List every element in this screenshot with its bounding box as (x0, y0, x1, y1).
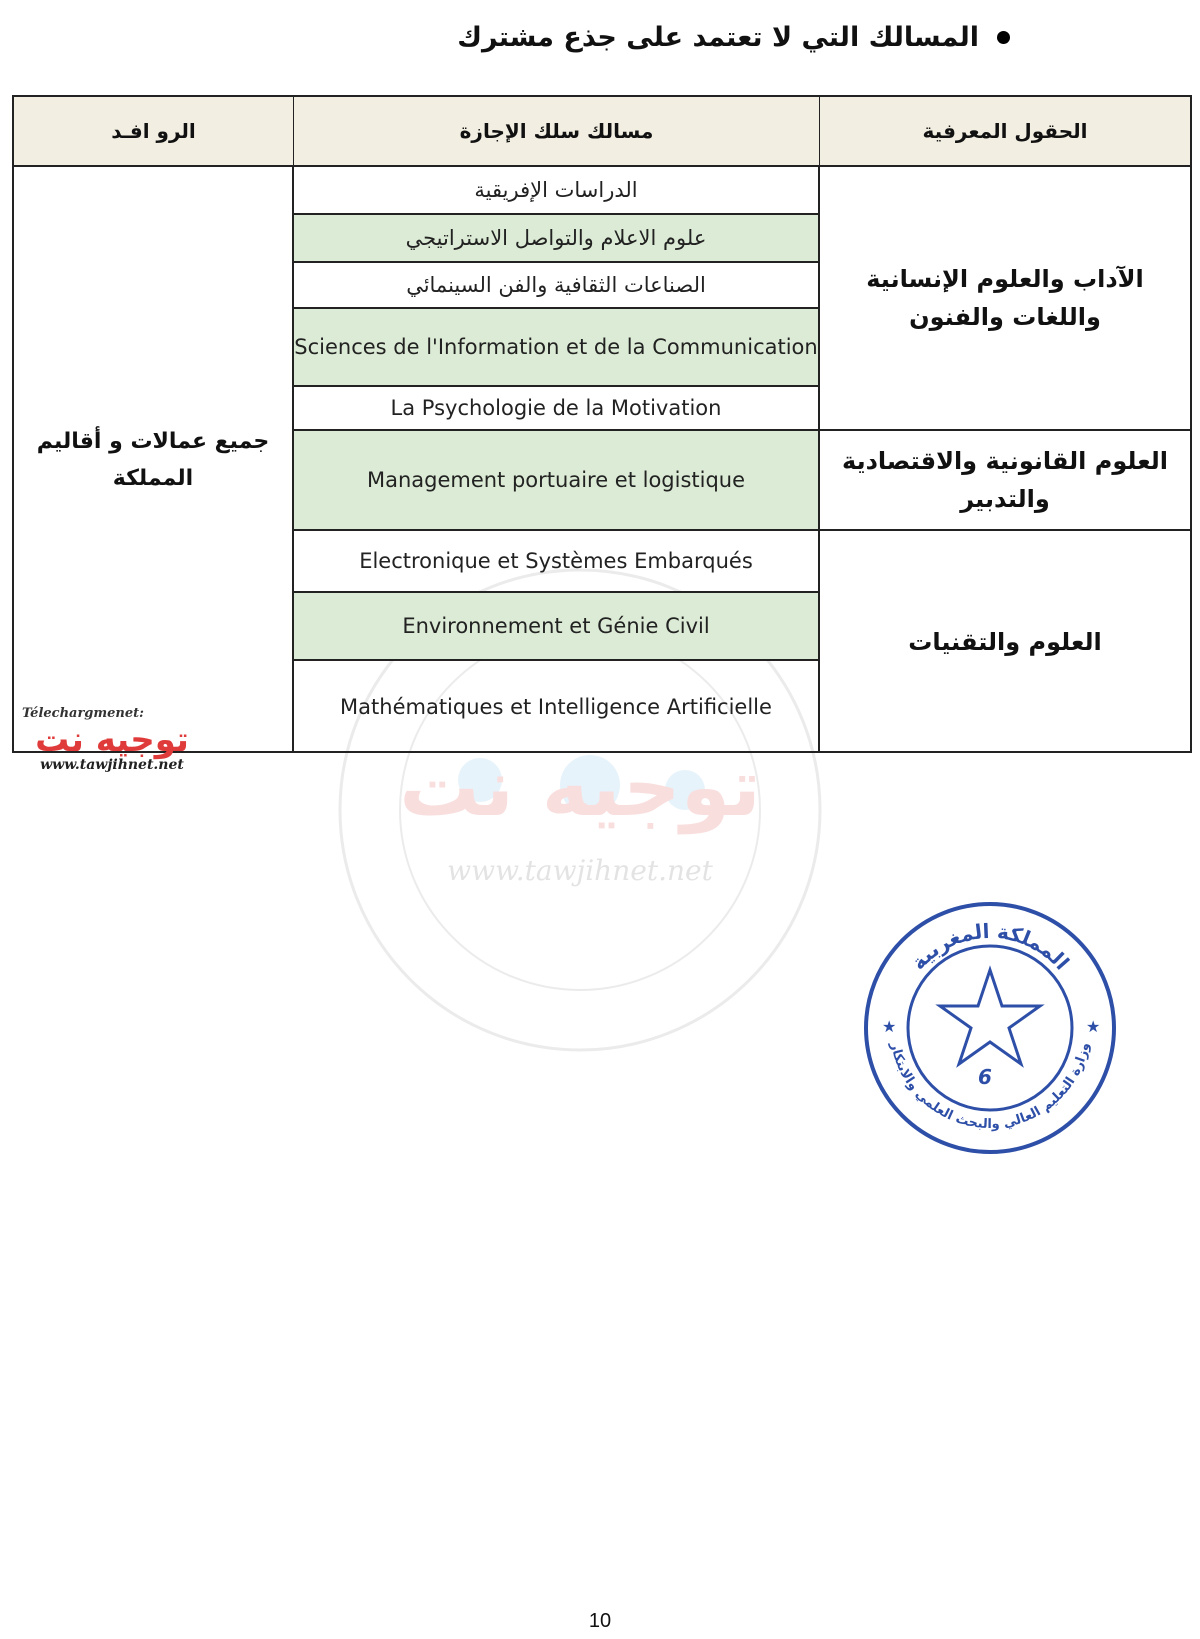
program-row (294, 531, 818, 591)
bullet-icon (997, 31, 1010, 44)
download-label: Télechargmenet: (22, 706, 144, 721)
svg-text:توجيه نت: توجيه نت (399, 741, 761, 834)
program-name: الدراسات الإفريقية (474, 178, 638, 202)
brand-name: توجيه نت (35, 720, 189, 760)
field-law (820, 431, 1190, 529)
page-number: 10 (588, 1610, 612, 1632)
brand-url: www.tawjihnet.net (40, 757, 184, 773)
regions-cell (14, 167, 292, 753)
field-law-line2: والتدبير (960, 485, 1050, 513)
header-programs-label: مسالك سلك الإجازة (459, 119, 654, 143)
program-row (294, 263, 818, 307)
program-name: Management portuaire et logistique (366, 468, 746, 492)
tawjihnet-logo (22, 706, 202, 773)
section-heading (457, 22, 1010, 53)
svg-text:★: ★ (1086, 1017, 1101, 1036)
program-name: Sciences de l'Information et de la Communication (294, 335, 818, 359)
header-regions (14, 97, 293, 167)
program-name: Mathématiques et Intelligence Artificielle (340, 695, 772, 719)
field-humanities-line1: الآداب والعلوم الإنسانية (866, 264, 1144, 293)
field-law-line1: العلوم القانونية والاقتصادية (842, 446, 1168, 475)
program-name: Environnement et Génie Civil (402, 614, 710, 638)
svg-text:المملكة المغربية: المملكة المغربية (906, 918, 1075, 975)
program-row (294, 431, 818, 529)
program-row (294, 387, 818, 429)
program-row (294, 309, 818, 385)
regions-line2: المملكة (112, 466, 194, 491)
program-row (294, 593, 818, 659)
field-humanities (820, 167, 1190, 429)
header-programs (294, 97, 819, 167)
header-regions-label: الرو افـد (111, 119, 196, 143)
program-name: Electronique et Systèmes Embarqués (359, 549, 753, 573)
field-sciences-label: العلوم والتقنيات (908, 627, 1102, 656)
program-name: La Psychologie de la Motivation (390, 396, 722, 420)
programs-table (12, 95, 1192, 753)
field-humanities-line2: واللغات والفنون (909, 303, 1101, 331)
program-name: الصناعات الثقافية والفن السينمائي (406, 273, 706, 297)
header-fields-label: الحقول المعرفية (922, 119, 1088, 143)
regions-line1: جميع عمالات و أقاليم (36, 428, 270, 454)
program-name: علوم الاعلام والتواصل الاستراتيجي (405, 226, 707, 250)
section-heading-text: المسالك التي لا تعتمد على جذع مشترك (457, 22, 979, 53)
program-row (294, 661, 818, 753)
ministry-seal-icon (860, 898, 1120, 1158)
svg-text:6: 6 (978, 1065, 992, 1089)
field-sciences (820, 531, 1190, 753)
program-row (294, 215, 818, 261)
svg-text:★: ★ (882, 1017, 897, 1036)
svg-text:www.tawjihnet.net: www.tawjihnet.net (447, 854, 713, 887)
program-row (294, 167, 818, 213)
header-fields (820, 97, 1190, 167)
svg-text:وزارة التعليم العالي والبحث ال: وزارة التعليم العالي والبحث العلمي والابتكار (887, 1041, 1093, 1133)
